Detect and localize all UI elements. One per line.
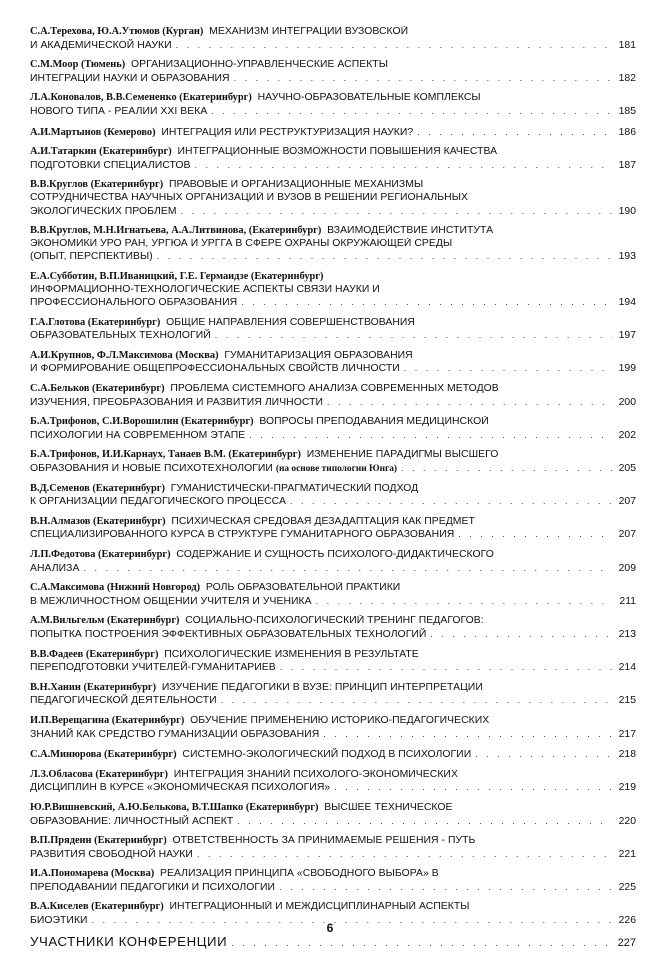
entry-title: ИНТЕГРАЦИЯ ЗНАНИЙ ПСИХОЛОГО-ЭКОНОМИЧЕСКИХ: [173, 768, 458, 780]
toc-line: [30, 238, 636, 251]
dot-leader: [458, 528, 612, 541]
entry-authors: Л.З.Обласова (Екатеринбург): [30, 768, 168, 780]
toc-entry: [30, 225, 636, 264]
entry-authors: И.А.Пономарева (Москва): [30, 868, 155, 880]
dot-leader: [404, 362, 612, 375]
entry-authors: В.А.Киселев (Екатеринбург): [30, 901, 164, 913]
toc-line: [30, 250, 636, 264]
dot-leader: [211, 105, 612, 118]
entry-authors: С.А.Максимова (Нижний Новгород): [30, 582, 201, 594]
entry-title: ИЗУЧЕНИЕ ПЕДАГОГИКИ В ВУЗЕ: ПРИНЦИП ИНТЕРПРЕТАЦИИ: [161, 681, 483, 693]
entry-authors: С.М.Моор (Тюмень): [30, 59, 126, 71]
toc-line: [30, 694, 636, 708]
toc-line: [30, 146, 636, 159]
dot-leader: [327, 396, 612, 409]
entry-page-number: 211: [619, 595, 636, 607]
toc-line-text: [30, 127, 413, 140]
toc-line-text: [30, 695, 217, 708]
entry-authors: Л.А.Коновалов, В.В.Семененко (Екатеринбург): [30, 92, 252, 104]
toc-line-text: [30, 749, 471, 762]
toc-line: [30, 781, 636, 795]
entry-title: ОБРАЗОВАНИЕ: ЛИЧНОСТНЫЙ АСПЕКТ: [30, 815, 234, 827]
toc-entry: [30, 483, 636, 509]
dot-leader: [157, 250, 612, 263]
entry-page-number: 197: [618, 330, 636, 342]
toc-entry: [30, 748, 636, 762]
entry-title: СПЕЦИАЛИЗИРОВАННОГО КУРСА В СТРУКТУРЕ ГУМАНИТАРНОГО ОБРАЗОВАНИЯ: [30, 529, 455, 541]
toc-entry: [30, 92, 636, 118]
participants-page-number: 227: [617, 936, 636, 949]
page-number: 6: [326, 921, 334, 935]
toc-line: [30, 462, 636, 476]
table-of-contents: [30, 26, 636, 949]
toc-line: [30, 868, 636, 881]
toc-line: [30, 416, 636, 429]
entry-title: ПРОБЛЕМА СИСТЕМНОГО АНАЛИЗА СОВРЕМЕННЫХ МЕТОДОВ: [170, 383, 499, 395]
entry-title: МЕХАНИЗМ ИНТЕГРАЦИИ ВУЗОВСКОЙ: [209, 26, 409, 37]
entry-authors: Л.П.Федотова (Екатеринбург): [30, 549, 171, 560]
entry-authors: Б.А.Трифонов, И.И.Карнаух, Танаев В.М. (Екатеринбург): [30, 449, 301, 461]
entry-page-number: 218: [618, 749, 636, 761]
toc-line: [30, 516, 636, 529]
toc-entry: [30, 868, 636, 894]
entry-authors: Ю.Р.Вишневский, А.Ю.Белькова, В.Т.Шапко (Екатеринбург): [30, 801, 319, 813]
toc-line-text: [30, 73, 230, 86]
entry-title: ЗНАНИЙ КАК СРЕДСТВО ГУМАНИЗАЦИИ ОБРАЗОВАНИЯ: [30, 728, 320, 740]
toc-entry: [30, 715, 636, 741]
toc-line-text: [30, 816, 233, 829]
entry-title: ИНФОРМАЦИОННО-ТЕХНОЛОГИЧЕСКИЕ АСПЕКТЫ СВЯЗИ НАУКИ И: [30, 283, 380, 295]
toc-line: [30, 72, 636, 86]
dot-leader: [231, 937, 612, 950]
toc-entry: [30, 126, 636, 140]
entry-authors: В.П.Прядеин (Екатеринбург): [30, 835, 167, 847]
toc-line: [30, 835, 636, 848]
entry-title: ВЫСШЕЕ ТЕХНИЧЕСКОЕ: [324, 801, 453, 813]
entry-authors: И.П.Верещагина (Екатеринбург): [30, 714, 185, 726]
toc-line-text: [30, 397, 323, 410]
entry-title: СОЦИАЛЬНО-ПСИХОЛОГИЧЕСКИЙ ТРЕНИНГ ПЕДАГОГОВ:: [185, 615, 484, 627]
entry-page-number: 219: [618, 782, 636, 794]
toc-line: [30, 815, 636, 829]
dot-leader: [221, 694, 612, 707]
entry-authors: А.И.Крупнов, Ф.Л.Максимова (Москва): [30, 349, 219, 361]
toc-entry: [30, 26, 636, 52]
toc-line-text: [30, 251, 153, 264]
dot-leader: [290, 495, 612, 508]
dot-leader: [83, 562, 612, 575]
toc-line: [30, 802, 636, 815]
toc-line: [30, 528, 636, 542]
toc-line: [30, 748, 636, 762]
toc-entry: [30, 350, 636, 376]
dot-leader: [249, 429, 612, 442]
entry-note: (на основе типологии Юнга): [275, 464, 398, 475]
toc-line: [30, 628, 636, 642]
toc-line-text: [30, 40, 172, 53]
toc-entry: [30, 449, 636, 475]
entry-title: СИСТЕМНО-ЭКОЛОГИЧЕСКИЙ ПОДХОД В ПСИХОЛОГИИ: [182, 749, 472, 761]
toc-line: [30, 595, 636, 609]
entry-page-number: 226: [618, 915, 636, 927]
toc-line-text: [30, 496, 286, 509]
entry-page-number: 217: [618, 728, 636, 740]
entry-page-number: 199: [618, 363, 636, 375]
toc-line: [30, 179, 636, 192]
toc-line: [30, 26, 636, 39]
toc-line: [30, 225, 636, 238]
toc-entry: [30, 549, 636, 575]
toc-line: [30, 495, 636, 509]
toc-line-text: [30, 729, 319, 742]
entry-title: ВОПРОСЫ ПРЕПОДАВАНИЯ МЕДИЦИНСКОЙ: [259, 416, 489, 428]
toc-entry: [30, 649, 636, 675]
toc-line: [30, 549, 636, 562]
dot-leader: [176, 39, 612, 52]
entry-page-number: 200: [618, 396, 636, 408]
dot-leader: [417, 126, 612, 139]
entry-page-number: 214: [618, 662, 636, 674]
entry-page-number: 193: [618, 251, 636, 263]
toc-entry: [30, 416, 636, 442]
toc-line: [30, 769, 636, 782]
entry-authors: В.Н.Алмазов (Екатеринбург): [30, 515, 166, 527]
toc-entry: [30, 582, 636, 608]
toc-line: [30, 682, 636, 695]
toc-line-text: [30, 849, 193, 862]
toc-line: [30, 39, 636, 53]
entry-page-number: 182: [618, 72, 636, 84]
toc-line: [30, 649, 636, 662]
entry-page-number: 190: [618, 205, 636, 217]
entry-title: ИЗМЕНЕНИЕ ПАРАДИГМЫ ВЫСШЕГО: [306, 449, 499, 461]
toc-line-text: [30, 330, 211, 343]
entry-title: ВЗАИМОДЕЙСТВИЕ ИНСТИТУТА: [327, 225, 494, 237]
entry-title: ОБУЧЕНИЕ ПРИМЕНЕНИЮ ИСТОРИКО-ПЕДАГОГИЧЕСКИХ: [190, 714, 490, 726]
dot-leader: [181, 205, 612, 218]
dot-leader: [280, 661, 612, 674]
entry-page-number: 205: [618, 463, 636, 475]
entry-title: ПСИХИЧЕСКАЯ СРЕДОВАЯ ДЕЗАДАПТАЦИЯ КАК ПРЕДМЕТ: [171, 515, 475, 527]
dot-leader: [241, 296, 612, 309]
entry-title: (ОПЫТ, ПЕРСПЕКТИВЫ): [30, 251, 153, 263]
dot-leader: [279, 881, 612, 894]
dot-leader: [195, 159, 613, 172]
toc-line: [30, 449, 636, 462]
entry-title: ПСИХОЛОГИЧЕСКИЕ ИЗМЕНЕНИЯ В РЕЗУЛЬТАТЕ: [164, 648, 419, 660]
entry-page-number: 207: [618, 529, 636, 541]
toc-line: [30, 881, 636, 895]
entry-authors: Г.А.Глотова (Екатеринбург): [30, 316, 161, 328]
entry-title: СОДЕРЖАНИЕ И СУЩНОСТЬ ПСИХОЛОГО-ДИДАКТИЧЕСКОГО: [176, 549, 494, 560]
entry-page-number: 187: [618, 159, 636, 171]
toc-entry: [30, 835, 636, 861]
toc-entry: [30, 516, 636, 542]
entry-title: ОТВЕТСТВЕННОСТЬ ЗА ПРИНИМАЕМЫЕ РЕШЕНИЯ - ПУТЬ: [172, 835, 476, 847]
entry-title: ПОДГОТОВКИ СПЕЦИАЛИСТОВ: [30, 159, 191, 171]
entry-authors: В.В.Фадеев (Екатеринбург): [30, 648, 159, 660]
entry-title: ПЕДАГОГИЧЕСКОЙ ДЕЯТЕЛЬНОСТИ: [30, 695, 217, 707]
dot-leader: [197, 848, 612, 861]
entry-page-number: 221: [618, 848, 636, 860]
dot-leader: [316, 595, 612, 608]
entry-authors: А.И.Татаркин (Екатеринбург): [30, 146, 172, 158]
entry-title: ЭКОЛОГИЧЕСКИХ ПРОБЛЕМ: [30, 205, 177, 217]
participants-label: УЧАСТНИКИ КОНФЕРЕНЦИИ: [30, 935, 228, 949]
entry-title: ПОПЫТКА ПОСТРОЕНИЯ ЭФФЕКТИВНЫХ ОБРАЗОВАТЕЛЬНЫХ ТЕХНОЛОГИЙ: [30, 628, 427, 640]
entry-page-number: 225: [618, 881, 636, 893]
entry-page-number: 209: [618, 562, 636, 574]
entry-page-number: 186: [618, 126, 636, 138]
toc-entry: [30, 615, 636, 641]
entry-title: ПРОФЕССИОНАЛЬНОГО ОБРАЗОВАНИЯ: [30, 297, 238, 309]
toc-line-text: [30, 463, 397, 476]
entry-title: ОБРАЗОВАТЕЛЬНЫХ ТЕХНОЛОГИЙ: [30, 330, 211, 342]
entry-title: РЕАЛИЗАЦИЯ ПРИНЦИПА «СВОБОДНОГО ВЫБОРА» В: [160, 868, 439, 880]
toc-line: [30, 362, 636, 376]
entry-title: И ФОРМИРОВАНИЕ ОБЩЕПРОФЕССИОНАЛЬНЫХ СВОЙСТВ ЛИЧНОСТИ: [30, 363, 400, 375]
entry-authors: С.А.Минюрова (Екатеринбург): [30, 749, 177, 761]
entry-authors: В.В.Круглов (Екатеринбург): [30, 179, 164, 191]
entry-authors: В.Н.Ханин (Екатеринбург): [30, 681, 157, 693]
toc-line: [30, 429, 636, 443]
toc-line: [30, 271, 636, 284]
toc-line-text: [30, 529, 454, 542]
entry-title: К ОРГАНИЗАЦИИ ПЕДАГОГИЧЕСКОГО ПРОЦЕССА: [30, 496, 286, 508]
toc-line: [30, 615, 636, 628]
toc-line: [30, 728, 636, 742]
toc-line: [30, 192, 636, 205]
toc-line-text: [30, 782, 330, 795]
entry-title: ПСИХОЛОГИИ НА СОВРЕМЕННОМ ЭТАПЕ: [30, 429, 246, 441]
toc-line: [30, 582, 636, 595]
entry-page-number: 213: [618, 628, 636, 640]
dot-leader: [475, 748, 612, 761]
entry-title: ИЗУЧЕНИЯ, ПРЕОБРАЗОВАНИЯ И РАЗВИТИЯ ЛИЧНОСТИ: [30, 396, 323, 408]
entry-page-number: 181: [618, 39, 636, 51]
toc-entry: [30, 179, 636, 218]
entry-title: ОБЩИЕ НАПРАВЛЕНИЯ СОВЕРШЕНСТВОВАНИЯ: [166, 316, 415, 328]
entry-title: ИНТЕГРАЦИЯ ИЛИ РЕСТРУКТУРИЗАЦИЯ НАУКИ?: [161, 126, 414, 138]
entry-page-number: 215: [618, 695, 636, 707]
entry-title: ИНТЕГРАЦИИ НАУКИ И ОБРАЗОВАНИЯ: [30, 72, 230, 84]
entry-title: ДИСЦИПЛИН В КУРСЕ «ЭКОНОМИЧЕСКАЯ ПСИХОЛОГИЯ»: [30, 782, 331, 794]
entry-page-number: 220: [618, 815, 636, 827]
dot-leader: [237, 815, 612, 828]
entry-title: ИНТЕГРАЦИОННЫЕ ВОЗМОЖНОСТИ ПОВЫШЕНИЯ КАЧЕСТВА: [177, 146, 498, 158]
toc-line: [30, 901, 636, 914]
entry-title: ИНТЕГРАЦИОННЫЙ И МЕЖДИСЦИПЛИНАРНЫЙ АСПЕКТЫ: [169, 901, 470, 913]
entry-authors: С.А.Терехова, Ю.А.Утюмов (Курган): [30, 26, 204, 37]
entry-title: ОРГАНИЗАЦИОННО-УПРАВЛЕНЧЕСКИЕ АСПЕКТЫ: [131, 59, 388, 71]
toc-line: [30, 396, 636, 410]
toc-line-text: [30, 430, 245, 443]
toc-line: [30, 105, 636, 119]
entry-page-number: 207: [618, 496, 636, 508]
toc-line: [30, 296, 636, 310]
toc-line-text: [30, 160, 191, 173]
toc-line: [30, 329, 636, 343]
toc-entry: [30, 317, 636, 343]
entry-title: ГУМАНИСТИЧЕСКИ-ПРАГМАТИЧЕСКИЙ ПОДХОД: [170, 482, 419, 494]
entry-title: АНАЛИЗА: [30, 562, 80, 574]
dot-leader: [215, 329, 612, 342]
toc-line-text: [30, 596, 312, 609]
entry-title: ГУМАНИТАРИЗАЦИЯ ОБРАЗОВАНИЯ: [224, 349, 413, 361]
toc-line: [30, 126, 636, 140]
toc-line-text: [30, 106, 207, 119]
entry-page-number: 194: [618, 297, 636, 309]
entry-title: ПЕРЕПОДГОТОВКИ УЧИТЕЛЕЙ-ГУМАНИТАРИЕВ: [30, 662, 276, 674]
dot-leader: [334, 781, 612, 794]
toc-line-text: [30, 363, 400, 376]
entry-title: ПРЕПОДАВАНИИ ПЕДАГОГИКИ И ПСИХОЛОГИИ: [30, 881, 276, 893]
toc-line: [30, 383, 636, 396]
toc-line: [30, 159, 636, 173]
toc-entry: [30, 271, 636, 310]
entry-title: БИОЭТИКИ: [30, 915, 88, 927]
toc-line-text: [30, 629, 426, 642]
toc-line-text: [30, 206, 177, 219]
entry-authors: В.Д.Семенов (Екатеринбург): [30, 482, 165, 494]
dot-leader: [430, 628, 612, 641]
toc-line-text: [30, 563, 79, 576]
entry-title: НАУЧНО-ОБРАЗОВАТЕЛЬНЫЕ КОМПЛЕКСЫ: [257, 92, 481, 104]
entry-authors: А.И.Мартынов (Кемерово): [30, 126, 156, 138]
toc-line: [30, 59, 636, 72]
entry-title: ОБРАЗОВАНИЯ И НОВЫЕ ПСИХОТЕХНОЛОГИИ: [30, 463, 273, 475]
entry-title: РАЗВИТИЯ СВОБОДНОЙ НАУКИ: [30, 848, 193, 860]
toc-entry: [30, 682, 636, 708]
entry-title: НОВОГО ТИПА - РЕАЛИИ XXI ВЕКА: [30, 105, 208, 117]
entry-title: ЭКОНОМИКИ УРО РАН, УРГЮА И УРГГА В СФЕРЕ ОХРАНЫ ОКРУЖАЮЩЕЙ СРЕДЫ: [30, 237, 453, 249]
entry-authors: В.В.Круглов, М.Н.Игнатьева, А.А.Литвинова, (Екатеринбург): [30, 225, 322, 237]
toc-entry: [30, 769, 636, 795]
toc-entry: [30, 59, 636, 85]
entry-authors: С.А.Бельков (Екатеринбург): [30, 383, 165, 395]
entry-title: И АКАДЕМИЧЕСКОЙ НАУКИ: [30, 39, 172, 51]
entry-authors: А.М.Вильгельм (Екатеринбург): [30, 615, 180, 627]
entry-title: ПРАВОВЫЕ И ОРГАНИЗАЦИОННЫЕ МЕХАНИЗМЫ: [168, 179, 424, 191]
toc-line: [30, 483, 636, 496]
entry-page-number: 202: [618, 429, 636, 441]
toc-line: [30, 715, 636, 728]
toc-entry: [30, 383, 636, 409]
toc-line: [30, 317, 636, 330]
toc-line-text: [30, 297, 237, 310]
entry-title: В МЕЖЛИЧНОСТНОМ ОБЩЕНИИ УЧИТЕЛЯ И УЧЕНИКА: [30, 595, 312, 607]
toc-line: [30, 205, 636, 219]
toc-line: [30, 661, 636, 675]
participants-entry: [30, 936, 636, 950]
dot-leader: [401, 462, 612, 475]
toc-line: [30, 350, 636, 363]
toc-entry: [30, 146, 636, 172]
dot-leader: [234, 72, 612, 85]
dot-leader: [323, 728, 612, 741]
entry-authors: Б.А.Трифонов, С.И.Ворошилин (Екатеринбург): [30, 416, 254, 428]
toc-line-text: [30, 662, 276, 675]
toc-line: [30, 92, 636, 105]
toc-line-text: [30, 882, 275, 895]
entry-title: СОТРУДНИЧЕСТВА НАУЧНЫХ ОРГАНИЗАЦИЙ И ВУЗОВ В РЕШЕНИИ РЕГИОНАЛЬНЫХ: [30, 191, 468, 203]
entry-title: РОЛЬ ОБРАЗОВАТЕЛЬНОЙ ПРАКТИКИ: [205, 582, 401, 594]
toc-line: [30, 848, 636, 862]
toc-line: [30, 562, 636, 576]
entry-page-number: 185: [618, 105, 636, 117]
entry-authors: Е.А.Субботин, В.П.Иваницкий, Г.Е. Гермаидзе (Екатеринбург): [30, 270, 324, 282]
toc-line: [30, 284, 636, 297]
toc-entry: [30, 802, 636, 828]
